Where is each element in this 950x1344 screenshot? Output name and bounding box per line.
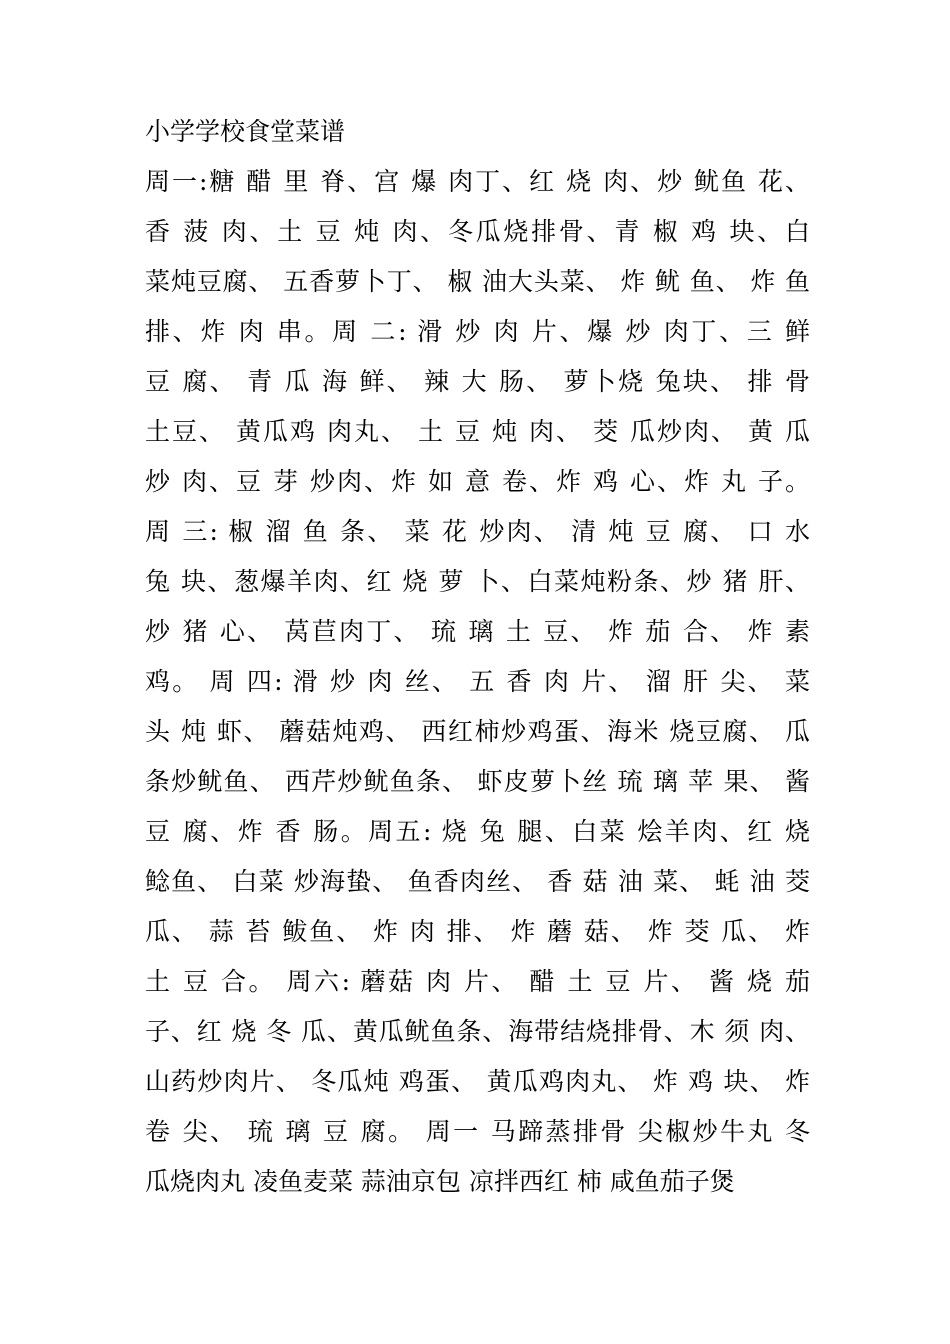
- menu-text-body: [145, 164, 810, 1214]
- document-title: 小学学校食堂菜谱: [145, 117, 346, 146]
- menu-text-line: 豆 腐、炸 香 肠。周五: 烧 兔 腿、白菜 烩羊肉、红 烧: [145, 817, 810, 846]
- menu-text-line: 炒 猪 心、 莴苣肉丁、 琉 璃 土 豆、 炸 茄 合、 炸 素: [145, 617, 810, 646]
- menu-text-line: 炒 肉、豆 芽 炒肉、炸 如 意 卷、炸 鸡 心、炸 丸 子。: [145, 467, 810, 496]
- menu-text-line: 头 炖 虾、 蘑菇炖鸡、 西红柿炒鸡蛋、海米 烧豆腐、 瓜: [145, 717, 810, 746]
- menu-text-line: 山药炒肉片、 冬瓜炖 鸡蛋、 黄瓜鸡肉丸、 炸 鸡 块、 炸: [145, 1067, 810, 1096]
- menu-text-line: 鲶鱼、 白菜 炒海蛰、 鱼香肉丝、 香 菇 油 菜、 蚝 油 茭: [145, 867, 810, 896]
- menu-text-line: 条炒鱿鱼、 西芹炒鱿鱼条、 虾皮萝卜丝 琉 璃 苹 果、 酱: [145, 767, 810, 796]
- menu-text-line: 瓜、 蒜 苔 鲅鱼、 炸 肉 排、 炸 蘑 菇、 炸 茭 瓜、 炸: [145, 917, 810, 946]
- menu-text-line: 子、红 烧 冬 瓜、黄瓜鱿鱼条、海带结烧排骨、木 须 肉、: [145, 1017, 810, 1046]
- menu-text-line: 土 豆 合。 周六: 蘑菇 肉 片、 醋 土 豆 片、 酱 烧 茄: [145, 967, 810, 996]
- menu-text-line: 兔 块、葱爆羊肉、红 烧 萝 卜、白菜炖粉条、炒 猪 肝、: [145, 567, 810, 596]
- menu-text-line: 周一:糖 醋 里 脊、宫 爆 肉丁、红 烧 肉、炒 鱿鱼 花、: [145, 167, 810, 196]
- menu-text-line: 香 菠 肉、土 豆 炖 肉、冬瓜烧排骨、青 椒 鸡 块、白: [145, 217, 810, 246]
- menu-text-line: 周 三: 椒 溜 鱼 条、 菜 花 炒肉、 清 炖 豆 腐、 口 水: [145, 517, 810, 546]
- menu-text-line: 排、炸 肉 串。周 二: 滑 炒 肉 片、爆 炒 肉丁、三 鲜: [145, 317, 810, 346]
- menu-text-line: 瓜烧肉丸 凌鱼麦菜 蒜油京包 凉拌西红 柿 咸鱼茄子煲: [145, 1167, 735, 1196]
- menu-text-line: 菜炖豆腐、 五香萝卜丁、 椒 油大头菜、 炸 鱿 鱼、 炸 鱼: [145, 267, 810, 296]
- menu-text-line: 卷 尖、 琉 璃 豆 腐。 周一 马蹄蒸排骨 尖椒炒牛丸 冬: [145, 1117, 810, 1146]
- menu-text-line: 鸡。 周 四: 滑 炒 肉 丝、 五 香 肉 片、 溜 肝 尖、 菜: [145, 667, 810, 696]
- menu-text-line: 豆 腐、 青 瓜 海 鲜、 辣 大 肠、 萝卜烧 兔块、 排 骨: [145, 367, 810, 396]
- menu-text-line: 土豆、 黄瓜鸡 肉丸、 土 豆 炖 肉、 茭 瓜炒肉、 黄 瓜: [145, 417, 810, 446]
